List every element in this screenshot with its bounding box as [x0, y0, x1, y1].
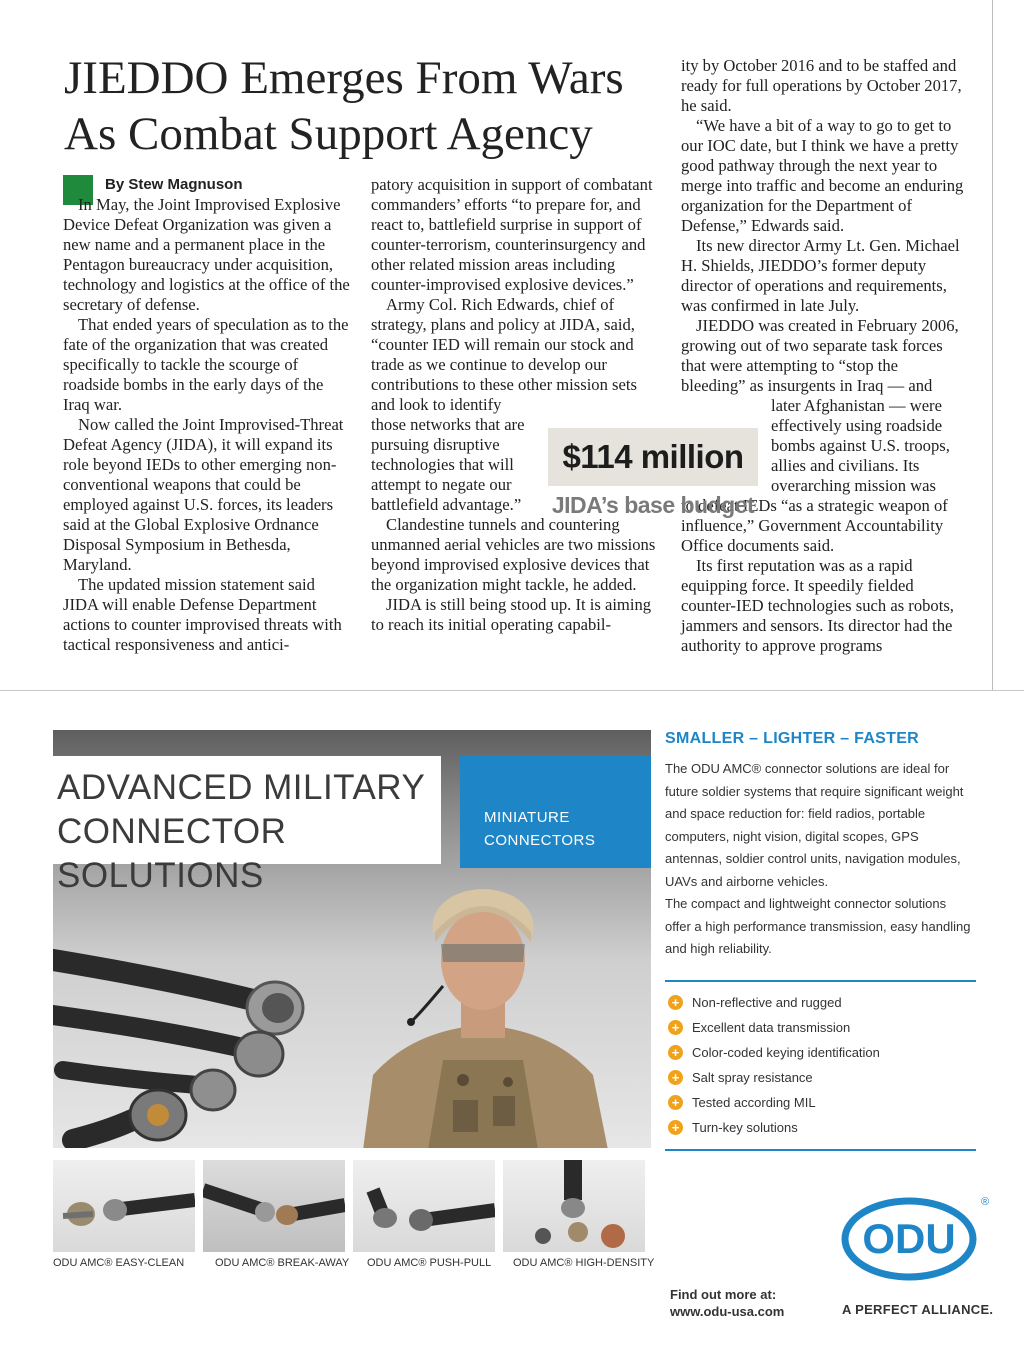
paragraph: to defeat IEDs “as a strategic weapon of influence,” Government Accountability Office documents said. [681, 496, 948, 555]
soldier-illustration [323, 860, 643, 1148]
byline: By Stew Magnuson [105, 176, 243, 193]
ad-badge-line-2: CONNECTORS [484, 832, 596, 849]
odu-logo [841, 1195, 991, 1281]
feature-label: Color-coded keying identification [692, 1045, 880, 1060]
headline-line-1: JIEDDO Emerges From Wars [64, 52, 624, 104]
ad-badge-panel [460, 756, 651, 868]
product-thumbnail-push-pull [353, 1160, 495, 1252]
pull-quote-box [548, 428, 758, 486]
headline-line-2: As Combat Support Agency [64, 108, 593, 160]
paragraph: JIEDDO was created in February 2006, growing out of two separate task forces that were attempting to “stop the bleeding” as insurgents in Iraq — and [681, 316, 959, 395]
feature-item [668, 1015, 880, 1040]
ad-divider-bottom [665, 1149, 976, 1151]
plus-circle-icon: + [668, 1120, 683, 1135]
ad-copy [665, 730, 975, 961]
product-thumbnail-easy-clean [53, 1160, 195, 1252]
ad-title-line-2: CONNECTOR SOLUTIONS [57, 812, 287, 895]
ad-contact [670, 1286, 784, 1320]
feature-label: Excellent data transmission [692, 1020, 851, 1035]
article-column-2 [371, 175, 661, 635]
plus-circle-icon: + [668, 1070, 683, 1085]
pull-quote-amount: $114 million [562, 438, 744, 475]
paragraph: Its first reputation was as a rapid equipping force. It speedily fielded counter-IED technologies such as robots, jammers and sensors. Its director had the authority to approve programs [681, 556, 954, 655]
plus-circle-icon: + [668, 1020, 683, 1035]
paragraph: Clandestine tunnels and countering unmanned aerial vehicles are two missions beyond improvised explosive devices that the organization might tackle, he added. [371, 515, 656, 594]
connector-cables-illustration [53, 920, 363, 1148]
thumbnail-label: ODU AMC® BREAK-AWAY [215, 1257, 350, 1269]
paragraph: In May, the Joint Improvised Explosive Device Defeat Organization was given a new name and a permanent place in the Pentagon bureaucracy under acquisition, technology and logistics at the office of the secretary of defense. [63, 195, 350, 314]
section-divider [0, 690, 1024, 691]
paragraph: “We have a bit of a way to go to get to our IOC date, but I think we have a pretty good pathway through the next year to merge into traffic and become an enduring organization for the Department of Defense,” Edwards said. [681, 116, 964, 235]
website-link[interactable]: www.odu-usa.com [670, 1304, 785, 1319]
ad-body-1: The ODU AMC® connector solutions are ideal for future soldier systems that require significant weight and space reduction for: field radios, portable computers, night vision, digital scopes, GPS antennas, soldier control units, navigation modules, UAVs and airborne vehicles. [665, 761, 964, 889]
plus-circle-icon: + [668, 1045, 683, 1060]
feature-label: Tested according MIL [692, 1095, 816, 1110]
paragraph: patory acquisition in support of combatant commanders’ efforts “to prepare for, and react to, battlefield surprise in support of counter-terrorism, counterinsurgency and other related mission areas including counter-improvised explosive devices.” [371, 175, 653, 294]
feature-label: Turn-key solutions [692, 1120, 798, 1135]
article-column-3 [681, 56, 965, 656]
registered-mark: ® [981, 1196, 990, 1208]
logo-wordmark: ODU [862, 1215, 956, 1262]
paragraph: Its new director Army Lt. Gen. Michael H. Shields, JIEDDO’s former deputy director of operations and requirements, was confirmed in late July. [681, 236, 960, 315]
paragraph: Now called the Joint Improvised-Threat Defeat Agency (JIDA), it will expand its role beyond IEDs to other emerging non-conventional weapons that could be employed against U.S. forces, its leaders said at the Global Explosive Ordnance Disposal Symposium in Bethesda, Maryland. [63, 415, 344, 574]
feature-item [668, 1065, 880, 1090]
plus-circle-icon: + [668, 1095, 683, 1110]
feature-item [668, 1090, 880, 1115]
paragraph: JIDA is still being stood up. It is aiming to reach its initial operating capabil- [371, 595, 652, 634]
ad-title-line-1: ADVANCED MILITARY [57, 768, 426, 807]
feature-item [668, 1115, 880, 1140]
findout-label: Find out more at: [670, 1287, 777, 1302]
paragraph: Army Col. Rich Edwards, chief of strategy, plans and policy at JIDA, said, “counter IED will remain our stock and trade as we continue to develop our contributions to these other mission sets and look to identify [371, 295, 637, 414]
page-edge-rule [992, 0, 993, 690]
brand-tagline: A PERFECT ALLIANCE. [842, 1302, 994, 1317]
article-headline [64, 50, 664, 162]
thumbnail-label: ODU AMC® HIGH-DENSITY [513, 1257, 655, 1269]
feature-item [668, 990, 880, 1015]
ad-divider-top [665, 980, 976, 982]
feature-label: Non-reflective and rugged [692, 995, 842, 1010]
feature-item [668, 1040, 880, 1065]
paragraph: The updated mission statement said JIDA will enable Defense Department actions to counter improvised threats with tactical responsiveness and antici- [63, 575, 342, 654]
ad-badge-text [484, 806, 595, 852]
feature-label: Salt spray resistance [692, 1070, 813, 1085]
ad-badge-line-1: MINIATURE [484, 809, 570, 826]
ad-hero-image [53, 730, 651, 1148]
thumbnail-label: ODU AMC® EASY-CLEAN [53, 1257, 185, 1269]
feature-list [668, 990, 880, 1140]
thumbnail-label: ODU AMC® PUSH-PULL [367, 1257, 492, 1269]
ad-body-2: The compact and lightweight connector solutions offer a high performance transmission, easy handling and high reliability. [665, 896, 971, 956]
plus-circle-icon: + [668, 995, 683, 1010]
paragraph-wrapped: those networks that are pursuing disruptive technologies that will attempt to negate our battlefield advantage.” [371, 415, 525, 514]
paragraph: That ended years of speculation as to the fate of the organization that was created specifically to tackle the scourge of roadside bombs in the early days of the Iraq war. [63, 315, 349, 414]
product-thumbnail-high-density [503, 1160, 645, 1252]
product-thumbnail-break-away [203, 1160, 345, 1252]
paragraph: ity by October 2016 and to be staffed and ready for full operations by October 2017, he said. [681, 56, 962, 115]
article-column-1 [63, 175, 353, 655]
ad-title-panel [53, 756, 441, 895]
pull-quote [548, 428, 758, 519]
ad-title [57, 766, 441, 898]
paragraph-wrapped: later Afghanistan — were effectively using roadside bombs against U.S. troops, allies and civilians. Its overarching mission was [771, 396, 950, 495]
ad-heading: SMALLER – LIGHTER – FASTER [665, 730, 920, 747]
pull-quote-caption: JIDA’s base budget [551, 492, 755, 518]
